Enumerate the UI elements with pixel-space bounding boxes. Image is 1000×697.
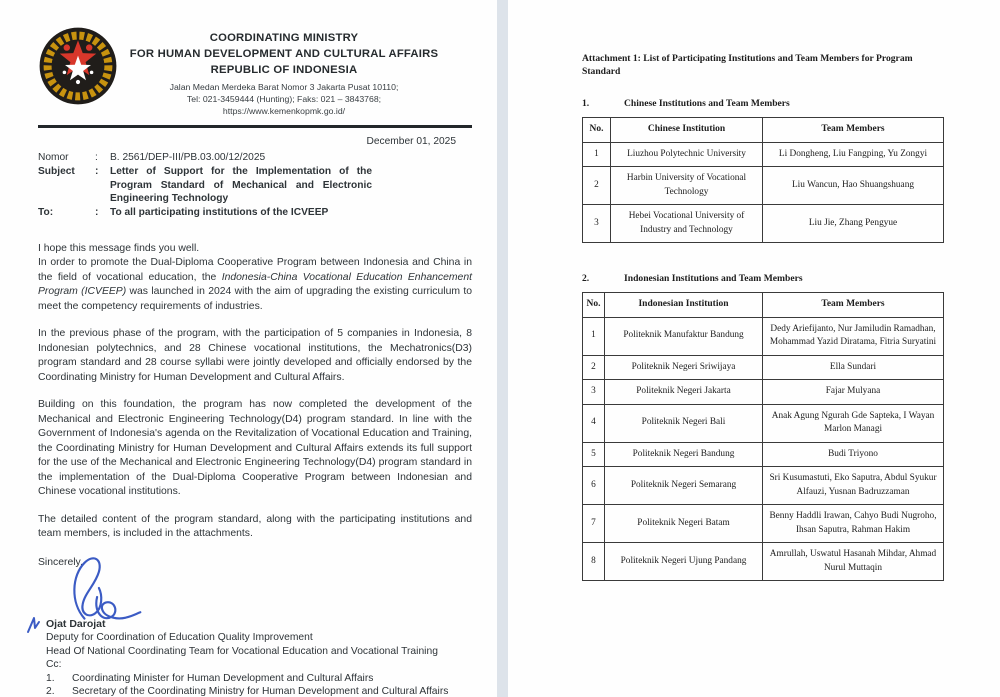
section-number: 2. [582, 273, 590, 284]
row-number: 1 [583, 317, 605, 355]
institution-name: Politeknik Negeri Bandung [605, 442, 763, 467]
cc-text: Secretary of the Coordinating Ministry for Human Development and Cultural Affairs [72, 686, 449, 697]
letter-page [0, 0, 497, 697]
table-row [583, 442, 944, 467]
letter-meta [38, 151, 472, 220]
letter-paragraphs [38, 256, 472, 542]
section-heading-text: Indonesian Institutions and Team Members [624, 273, 803, 284]
meta-label: To: [38, 207, 54, 219]
section-heading [582, 273, 950, 284]
institution-name: Hebei Vocational University of Industry and Technology [611, 205, 763, 243]
indonesian-institutions-table [582, 292, 944, 581]
column-header: Team Members [763, 293, 944, 318]
meta-colon: : [95, 165, 99, 177]
team-members: Amrullah, Uswatul Hasanah Mihdar, Ahmad Nurul Muttaqin [763, 543, 944, 581]
meta-value-nomor: B. 2561/DEP-III/PB.03.00/12/2025 [110, 152, 266, 163]
ministry-name-line1: COORDINATING MINISTRY [209, 32, 359, 44]
institution-name: Politeknik Negeri Sriwijaya [605, 355, 763, 380]
ministry-name-line2: FOR HUMAN DEVELOPMENT AND CULTURAL AFFAIRS [129, 48, 439, 60]
letterhead-divider [38, 125, 472, 128]
section-indonesian-institutions [582, 273, 950, 581]
row-number: 7 [583, 505, 605, 543]
letter-paragraph: In the previous phase of the program, with the participation of 5 companies in Indonesia, 8 Indonesian polytechnics, and 28 Chinese vocational institutions, the Mechatronics(D3) program standard and 28 course syllabi were jointly developed and officially endorsed by the Coordinating Ministry for Human Development and Cultural Affairs. [38, 328, 472, 383]
row-number: 1 [583, 142, 611, 167]
institution-name: Politeknik Negeri Bali [605, 404, 763, 442]
ministry-seal-icon [38, 26, 118, 106]
cc-label: Cc: [46, 659, 62, 671]
ministry-name-line3: REPUBLIC OF INDONESIA [210, 64, 358, 76]
row-number: 3 [583, 205, 611, 243]
meta-label: Subject [38, 165, 75, 177]
team-members: Li Dongheng, Liu Fangping, Yu Zongyi [763, 142, 944, 167]
meta-row-to [38, 206, 472, 220]
row-number: 8 [583, 543, 605, 581]
team-members: Ella Sundari [763, 355, 944, 380]
letter-date: December 01, 2025 [366, 136, 456, 147]
column-header: Team Members [763, 118, 944, 143]
institution-name: Harbin University of Vocational Technology [611, 167, 763, 205]
closing-block [38, 556, 472, 618]
meta-row-nomor [38, 151, 472, 165]
meta-value-to: To all participating institutions of the ICVEEP [110, 207, 329, 219]
team-members: Liu Jie, Zhang Pengyue [763, 205, 944, 243]
signature-icon [52, 552, 162, 624]
meta-label: Nomor [38, 152, 69, 163]
table-row [583, 543, 944, 581]
section-number: 1. [582, 98, 590, 109]
letter-body [38, 242, 472, 697]
table-row [583, 355, 944, 380]
cc-item [46, 685, 472, 697]
table-header-row [583, 118, 944, 143]
cc-text: Coordinating Minister for Human Development and Cultural Affairs [72, 672, 374, 684]
table-row [583, 505, 944, 543]
team-members: Fajar Mulyana [763, 380, 944, 405]
letterhead-text [118, 24, 472, 117]
team-members: Liu Wancun, Hao Shuangshuang [763, 167, 944, 205]
letter-greeting: I hope this message finds you well. [38, 242, 200, 254]
institution-name: Liuzhou Polytechnic University [611, 142, 763, 167]
cc-number: 1. [46, 672, 55, 684]
page-gap [497, 0, 508, 697]
table-row [583, 467, 944, 505]
row-number: 3 [583, 380, 605, 405]
table-row [583, 167, 944, 205]
meta-colon: : [95, 207, 99, 219]
meta-value-subject: Letter of Support for the Implementation of the Program Standard of Mechanical and Electronic Engineering Technology [110, 165, 372, 205]
signer-block [46, 618, 472, 697]
section-heading [582, 98, 950, 109]
section-chinese-institutions [582, 98, 950, 243]
signer-name: Ojat Darojat [46, 617, 106, 630]
row-number: 4 [583, 404, 605, 442]
table-header-row [583, 293, 944, 318]
institution-name: Politeknik Negeri Semarang [605, 467, 763, 505]
column-header: Indonesian Institution [605, 293, 763, 318]
ministry-contact: Tel: 021-3459444 (Hunting); Faks: 021 – 3843768; https://www.kemenkopmk.go.id/ [186, 94, 382, 116]
letter-paragraph: The detailed content of the program standard, along with the participating institutions and team members, is included in the attachments. [38, 513, 472, 540]
table-row [583, 404, 944, 442]
signer-title-2: Head Of National Coordinating Team for Vocational Education and Vocational Training [46, 645, 438, 657]
signer-title-1: Deputy for Coordination of Education Quality Improvement [46, 632, 313, 644]
row-number: 2 [583, 355, 605, 380]
letter-closing: Sincerely, [38, 556, 83, 568]
section-heading-text: Chinese Institutions and Team Members [624, 98, 790, 109]
ministry-address: Jalan Medan Merdeka Barat Nomor 3 Jakarta Pusat 10110; [169, 82, 399, 92]
column-header: No. [583, 293, 605, 318]
team-members: Anak Agung Ngurah Gde Sapteka, I Wayan Marlon Managi [763, 404, 944, 442]
column-header: No. [583, 118, 611, 143]
meta-row-subject [38, 165, 472, 206]
table-row [583, 380, 944, 405]
institution-name: Politeknik Negeri Batam [605, 505, 763, 543]
institution-name: Politeknik Negeri Jakarta [605, 380, 763, 405]
row-number: 5 [583, 442, 605, 467]
letter-paragraph: Building on this foundation, the program has now completed the development of the Mechanical and Electronic Engineering Technology(D4) program standard. In line with the Government of Indonesia's agenda on the Revitalization of Vocational Education and Training, the Coordinating Ministry for Human Development and Cultural Affairs extends its full support for the use of the Mechanical and Electronic Engineering Technology(D4) program standard in the implementation of the Dual-Diploma Cooperative Program between Indonesian and Chinese vocational institutions. [38, 399, 472, 498]
column-header: Chinese Institution [611, 118, 763, 143]
cc-item [46, 672, 472, 685]
team-members: Dedy Ariefijanto, Nur Jamiludin Ramadhan, Mohammad Yazid Diratama, Fitria Suryatini [763, 317, 944, 355]
letterhead [38, 24, 472, 117]
institution-name: Politeknik Negeri Ujung Pandang [605, 543, 763, 581]
row-number: 2 [583, 167, 611, 205]
attachment-title: Attachment 1: List of Participating Institutions and Team Members for Program Standard [582, 53, 913, 77]
chinese-institutions-table [582, 117, 944, 243]
row-number: 6 [583, 467, 605, 505]
meta-colon: : [95, 152, 98, 163]
team-members: Sri Kusumastuti, Eko Saputra, Abdul Syukur Alfauzi, Yusnan Badruzzaman [763, 467, 944, 505]
letter-paragraph: In order to promote the Dual-Diploma Cooperative Program between Indonesia and China in the field of vocational education, the Indonesia-China Vocational Education Enhancement Program (ICVEEP) was launched in 2024 with the aim of upgrading the existing curriculum to meet the competency requirements of industries. [38, 257, 473, 312]
team-members: Benny Haddli Irawan, Cahyo Budi Nugroho, Ihsan Saputra, Rahman Hakim [763, 505, 944, 543]
cc-number: 2. [46, 686, 55, 697]
institution-name: Politeknik Manufaktur Bandung [605, 317, 763, 355]
team-members: Budi Triyono [763, 442, 944, 467]
attachment-page [508, 0, 1000, 697]
table-row [583, 205, 944, 243]
initial-mark-icon [26, 616, 42, 636]
table-row [583, 317, 944, 355]
table-row [583, 142, 944, 167]
